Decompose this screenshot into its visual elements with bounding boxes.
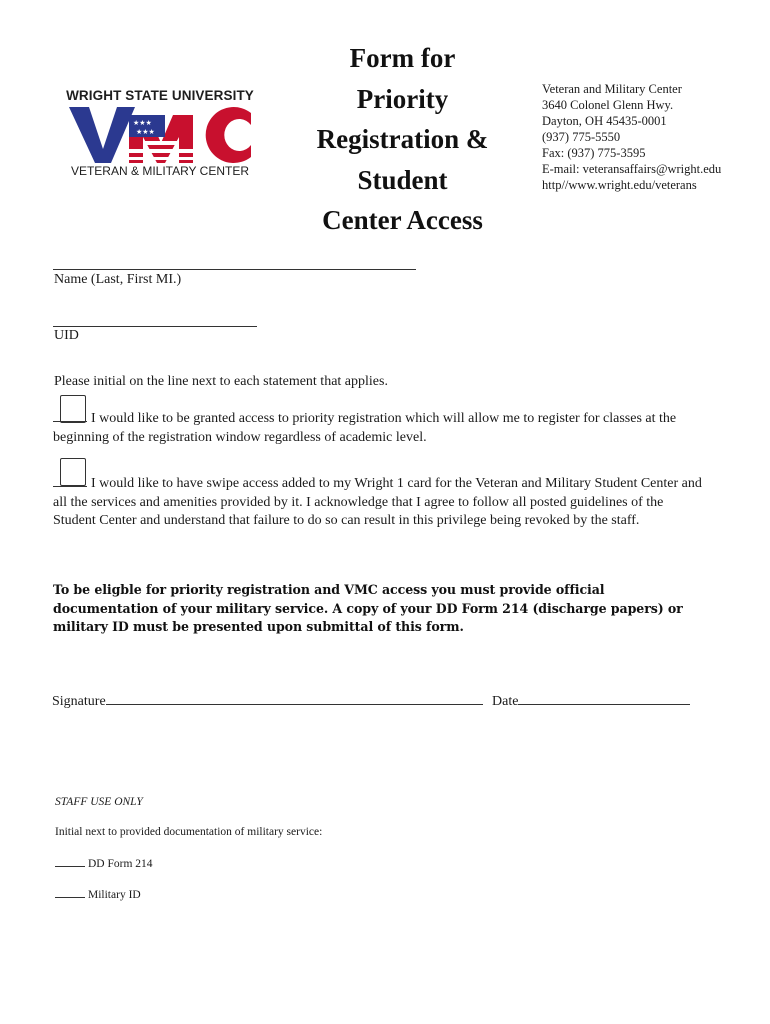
address-phone: (937) 775-5550	[542, 130, 621, 144]
signature-field[interactable]	[52, 690, 483, 710]
flag-icon	[129, 115, 193, 163]
staff-item-dd214	[55, 857, 153, 870]
title-line: Priority	[356, 83, 449, 114]
vmc-logo	[55, 88, 265, 188]
svg-text:★★★: ★★★	[136, 128, 155, 136]
statement-text: I would like to be granted access to priority registration which will allow me to register for classes at the beginning of the registration window regardless of academic level.	[53, 411, 677, 445]
date-label: Date	[492, 694, 519, 709]
title-line: Center Access	[322, 205, 483, 235]
initial-line[interactable]	[55, 888, 85, 898]
documentation-notice: To be eligble for priority registration and VMC access you must provide official documentation of your military service. A copy of your DD Form 214 (discharge papers) or military ID must be presented upon submittal of this form.	[53, 582, 683, 635]
initial-line[interactable]	[53, 410, 87, 422]
name-input-line[interactable]	[53, 254, 416, 270]
uid-input-line[interactable]	[53, 311, 257, 327]
title-line: Registration &	[316, 124, 489, 154]
contact-address	[542, 81, 762, 193]
statement-swipe-access	[53, 475, 703, 531]
form-title	[300, 38, 505, 241]
address-website: http//www.wright.edu/veterans	[542, 178, 697, 192]
address-line: Veteran and Military Center	[542, 82, 682, 96]
signature-label: Signature	[52, 694, 106, 709]
date-field[interactable]	[492, 690, 690, 710]
name-label: Name (Last, First MI.)	[54, 272, 182, 287]
title-line: Student	[357, 164, 448, 195]
logo-university-name: WRIGHT STATE UNIVERSITY	[66, 88, 254, 103]
staff-item-military-id	[55, 888, 141, 901]
address-email: E-mail: veteransaffairs@wright.edu	[542, 162, 722, 176]
initial-line[interactable]	[53, 475, 87, 487]
staff-use-heading: STAFF USE ONLY	[55, 796, 143, 808]
staff-item-label: Military ID	[88, 889, 141, 901]
vmc-logo-mark	[65, 105, 255, 165]
initial-line[interactable]	[55, 857, 85, 867]
statement-priority-registration	[53, 410, 733, 447]
address-fax: Fax: (937) 775-3595	[542, 146, 646, 160]
statement-text: I would like to have swipe access added to my Wright 1 card for the Veteran and Military Student Center and all the services and amenities provided by it. I acknowledge that I agree to follow all posted guidelines of the Student Center and understand that failure to do so can result in this privilege being revoked by the staff.	[53, 476, 702, 528]
staff-item-label: DD Form 214	[88, 858, 153, 870]
uid-label: UID	[54, 328, 79, 343]
signature-line[interactable]	[106, 690, 483, 705]
instructions-text: Please initial on the line next to each statement that applies.	[54, 374, 388, 389]
date-line[interactable]	[518, 690, 690, 705]
staff-instruction: Initial next to provided documentation of military service:	[55, 826, 323, 838]
logo-center-name: VETERAN & MILITARY CENTER	[70, 164, 250, 178]
address-line: 3640 Colonel Glenn Hwy.	[542, 98, 674, 112]
address-line: Dayton, OH 45435-0001	[542, 114, 667, 128]
svg-text:★★★: ★★★	[133, 119, 152, 127]
title-line: Form for	[349, 43, 456, 73]
